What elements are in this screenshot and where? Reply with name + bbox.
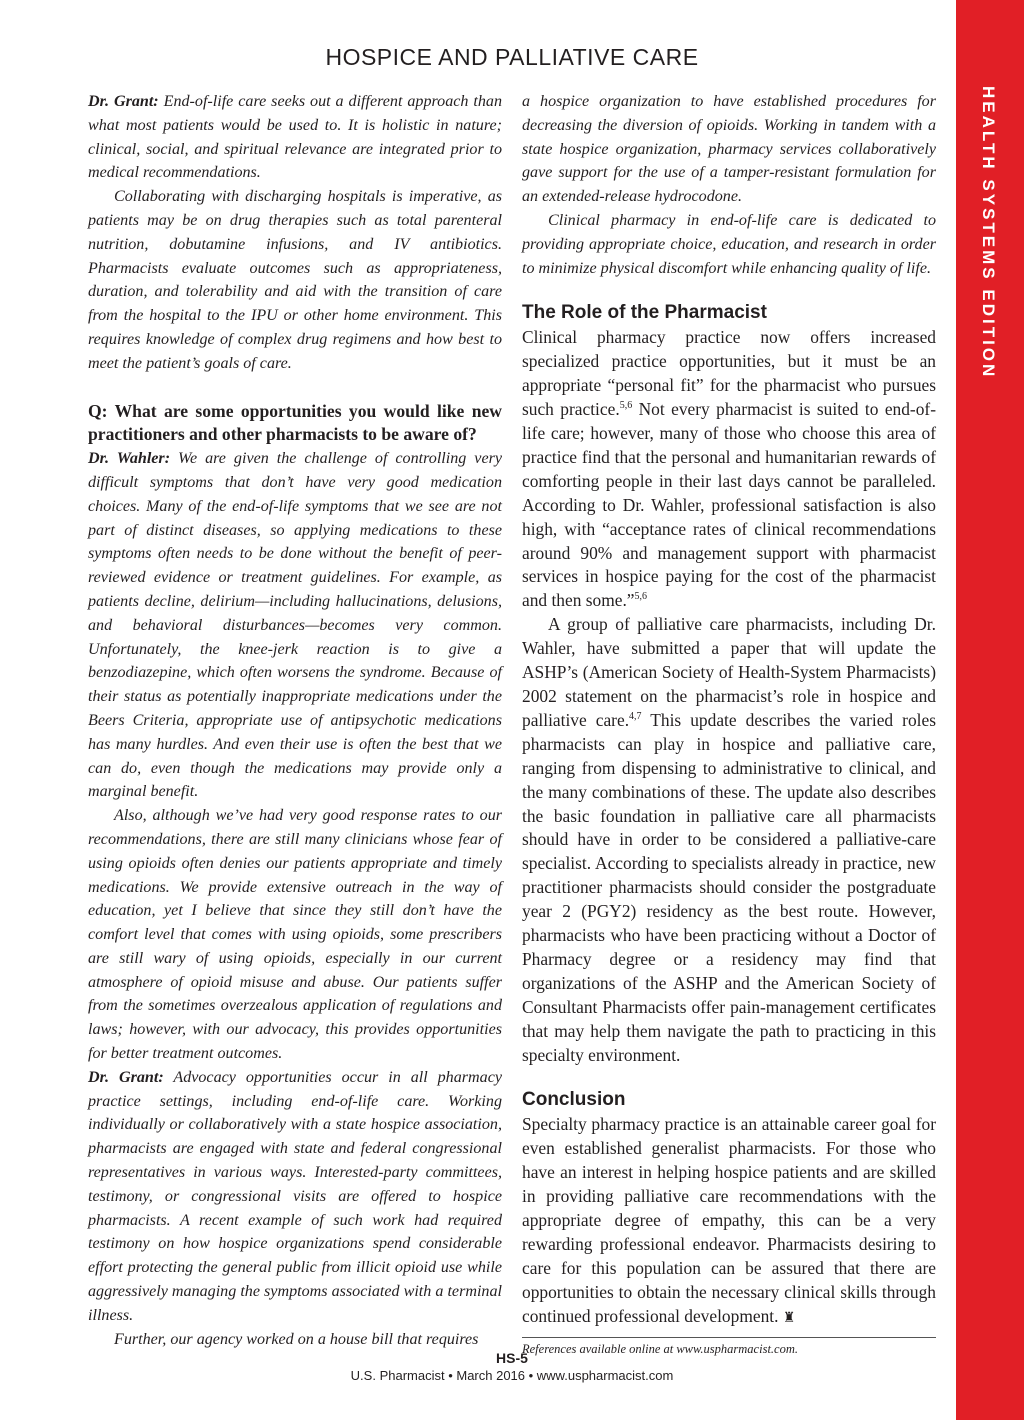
grant-answer-2 [88,1066,502,1328]
right-column [522,90,936,1357]
speaker-wahler: Dr. Wahler: [88,450,171,468]
paragraph: Further, our agency worked on a house bill that requires [114,1330,479,1348]
section-heading-conclusion: Conclusion [522,1089,626,1111]
page-footer [0,1350,1024,1383]
side-tab [956,0,1024,1420]
paragraph: a hospice organization to have established procedures for decreasing the diversion of opioids. Working in tandem with a state hospice organization, pharmacy services collaboratively gave support for the use of a tamper-resistant formulation for an extended-release hydrocodone. [522,93,936,206]
side-tab-label: HEALTH SYSTEMS EDITION [979,86,998,380]
answer-text: Advocacy opportunities occur in all pharmacy practice settings, including end-of-life care. Working individually or collaboratively with a state hospice association, pharmacists are engaged with state and federal congressional representatives in various ways. Interested-party committees, testimony, or congressional visits are offered to hospice pharmacists. A recent example of such work had required testimony on how hospice organizations spend considerable effort protecting the general public from illicit opioid use while aggressively managing the symptoms associated with a terminal illness. [88,1068,502,1324]
text: Not every pharmacist is suited to end-of-life care; however, many of those who choose this area of practice find that the personal and humanitarian rewards of comforting people in their last days cannot be paralleled. According to Dr. Wahler, professional satisfaction is also high, with “acceptance rates of clinical recommendations around 90% and management support with pharmacist services in hospice paying for the cost of the pharmacist and then some.” [522,399,937,611]
text: Specialty pharmacy practice is an attainable career goal for even established generalist pharmacists. For those who have an interest in helping hospice patients and are skilled in providing palliative care recommendations with the appropriate degree of empathy, this can be a very rewarding professional endeavor. Pharmacists desiring to care for this population can be assured that there are opportunities to obtain the necessary clinical skills through continued professional development. [522,1114,936,1326]
citation: 5,6 [619,400,633,412]
paragraph [522,1113,936,1330]
wahler-answer [88,447,502,804]
speaker-grant: Dr. Grant: [88,1068,164,1086]
grant-answer-1 [88,90,502,185]
paragraph: Also, although we’ve had very good response rates to our recommendations, there are still many clinicians whose fear of using opioids often denies our patients appropriate and timely medications. We provide extensive outreach in the way of education, yet I believe that since they still don’t have the comfort level that comes with using opioids, some prescribers are still wary of using opioids, especially in our current atmosphere of opioid misuse and abuse. Our patients suffer from the sometimes overzealous application of regulations and laws; however, with our advocacy, this provides opportunities for better treatment outcomes. [88,807,502,1063]
answer-text: End-of-life care seeks out a different approach than what most patients would be used to. It is holistic in nature; clinical, social, and spiritual relevance are integrated prior to medical recommendations. [88,93,502,182]
text: Clinical pharmacy practice now offers increased specialized practice opportunities, but it must be an appropriate “personal fit” for the pharmacist who pursues such practice. [522,327,936,420]
paragraph [522,613,936,1067]
answer-text: We are given the challenge of controlling very difficult symptoms that don’t have very good medication choices. Many of the end-of-life symptoms that we see are not part of distinct diseases, so applying medications to these symptoms often needs to be done without the benefit of peer-reviewed evidence or treatment guidelines. For example, as patients decline, delirium—including hallucinations, delusions, and behavioral disturbances—becomes very common. Unfortunately, the knee-jerk reaction is to give a benzodiazepine, which often worsens the syndrome. Because of their status as potentially inappropriate medications under the Beers Criteria, appropriate use of antipsychotic medications has many hurdles. And even their use is often the best that we can do, even though the medications may provide only a marginal benefit. [88,450,502,801]
left-column [88,90,502,1351]
citation: 4,7 [629,711,642,723]
end-mark-icon: ♜ [782,1310,796,1326]
text: This update describes the varied roles pharmacists can play in hospice and palliative care, ranging from dispensing to administrative to clinical, and the many combinations of these. The update also describes the basic foundation in palliative care all pharmacists should have in order to be considered a palliative-care specialist. According to specialists already in practice, new practitioner pharmacists should consider the postgraduate year 2 (PGY2) residency as the best route. However, pharmacists who have been practicing without a Doctor of Pharmacy degree or a residency may find that organizations of the ASHP and the American Society of Consultant Pharmacists offer pain-management certificates that may help them navigate the path to practicing in this specialty environment. [522,709,936,1065]
paragraph [522,326,936,613]
paragraph: Clinical pharmacy in end-of-life care is dedicated to providing appropriate choice, education, and research in order to minimize physical discomfort while enhancing quality of life. [522,211,936,277]
references-note: References available online at www.uspharmacist.com. [522,1337,936,1357]
publication-line: U.S. Pharmacist • March 2016 • www.uspharmacist.com [350,1368,674,1383]
text: A group of palliative care pharmacists, including Dr. Wahler, have submitted a paper that will update the ASHP’s (American Society of Health-System Pharmacists) 2002 statement on the pharmacist’s role in hospice and palliative care. [522,614,936,730]
question: Q: What are some opportunities you would like new practitioners and other pharmacists to be aware of? [88,400,502,445]
section-heading-role: The Role of the Pharmacist [522,302,767,324]
paragraph: Collaborating with discharging hospitals is imperative, as patients may be on drug therapies such as total parenteral nutrition, dobutamine infusions, and IV antibiotics. Pharmacists evaluate outcomes such as appropriateness, duration, and tolerability and aid with the transition of care from the hospital to the IPU or other home environment. This requires knowledge of complex drug regimens and how best to meet the patient’s goals of care. [88,188,502,372]
citation: 5,6 [634,591,648,603]
page-number: HS-5 [496,1350,528,1366]
speaker-grant: Dr. Grant: [88,93,159,110]
page-header-title: HOSPICE AND PALLIATIVE CARE [325,44,699,70]
